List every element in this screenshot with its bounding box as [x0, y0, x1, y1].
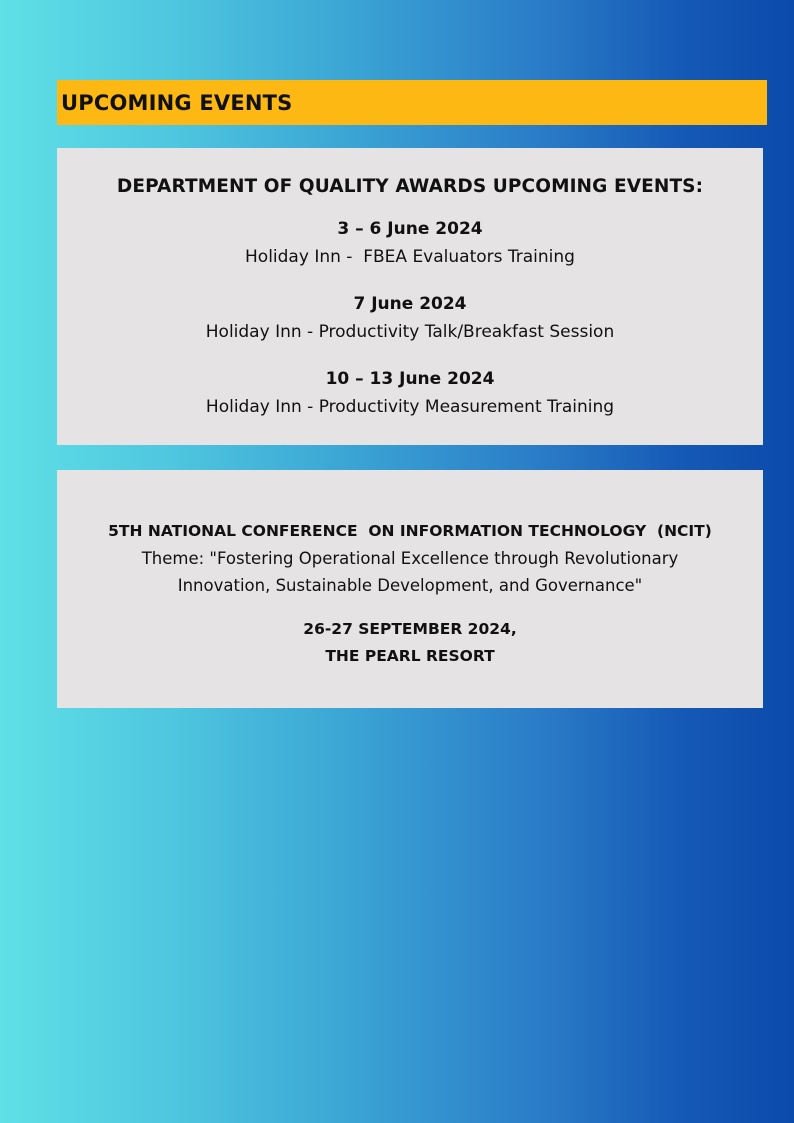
event-item: [57, 215, 763, 271]
event-date: 7 June 2024: [353, 294, 467, 314]
section-title: UPCOMING EVENTS: [61, 90, 293, 115]
event-description: Holiday Inn - Productivity Measurement Training: [205, 397, 615, 417]
conference-theme: Theme: "Fostering Operational Excellence through Revolutionary Innovation, Sustainable Development, and Governance": [141, 549, 679, 595]
event-date: 3 – 6 June 2024: [337, 219, 483, 239]
quality-awards-title: DEPARTMENT OF QUALITY AWARDS UPCOMING EVENTS:: [116, 176, 704, 197]
conference-card: [57, 470, 763, 708]
event-item: [57, 290, 763, 346]
event-date: 10 – 13 June 2024: [325, 369, 495, 389]
conference-title: 5TH NATIONAL CONFERENCE ON INFORMATION TECHNOLOGY (NCIT): [108, 522, 712, 540]
conference-date: 26-27 SEPTEMBER 2024,: [303, 620, 517, 638]
event-item: [57, 365, 763, 421]
event-description: Holiday Inn - Productivity Talk/Breakfast Session: [205, 322, 615, 342]
event-description: Holiday Inn - FBEA Evaluators Training: [245, 247, 575, 267]
conference-venue: THE PEARL RESORT: [325, 647, 495, 665]
section-header-bar: [57, 80, 767, 125]
quality-awards-card: [57, 148, 763, 445]
